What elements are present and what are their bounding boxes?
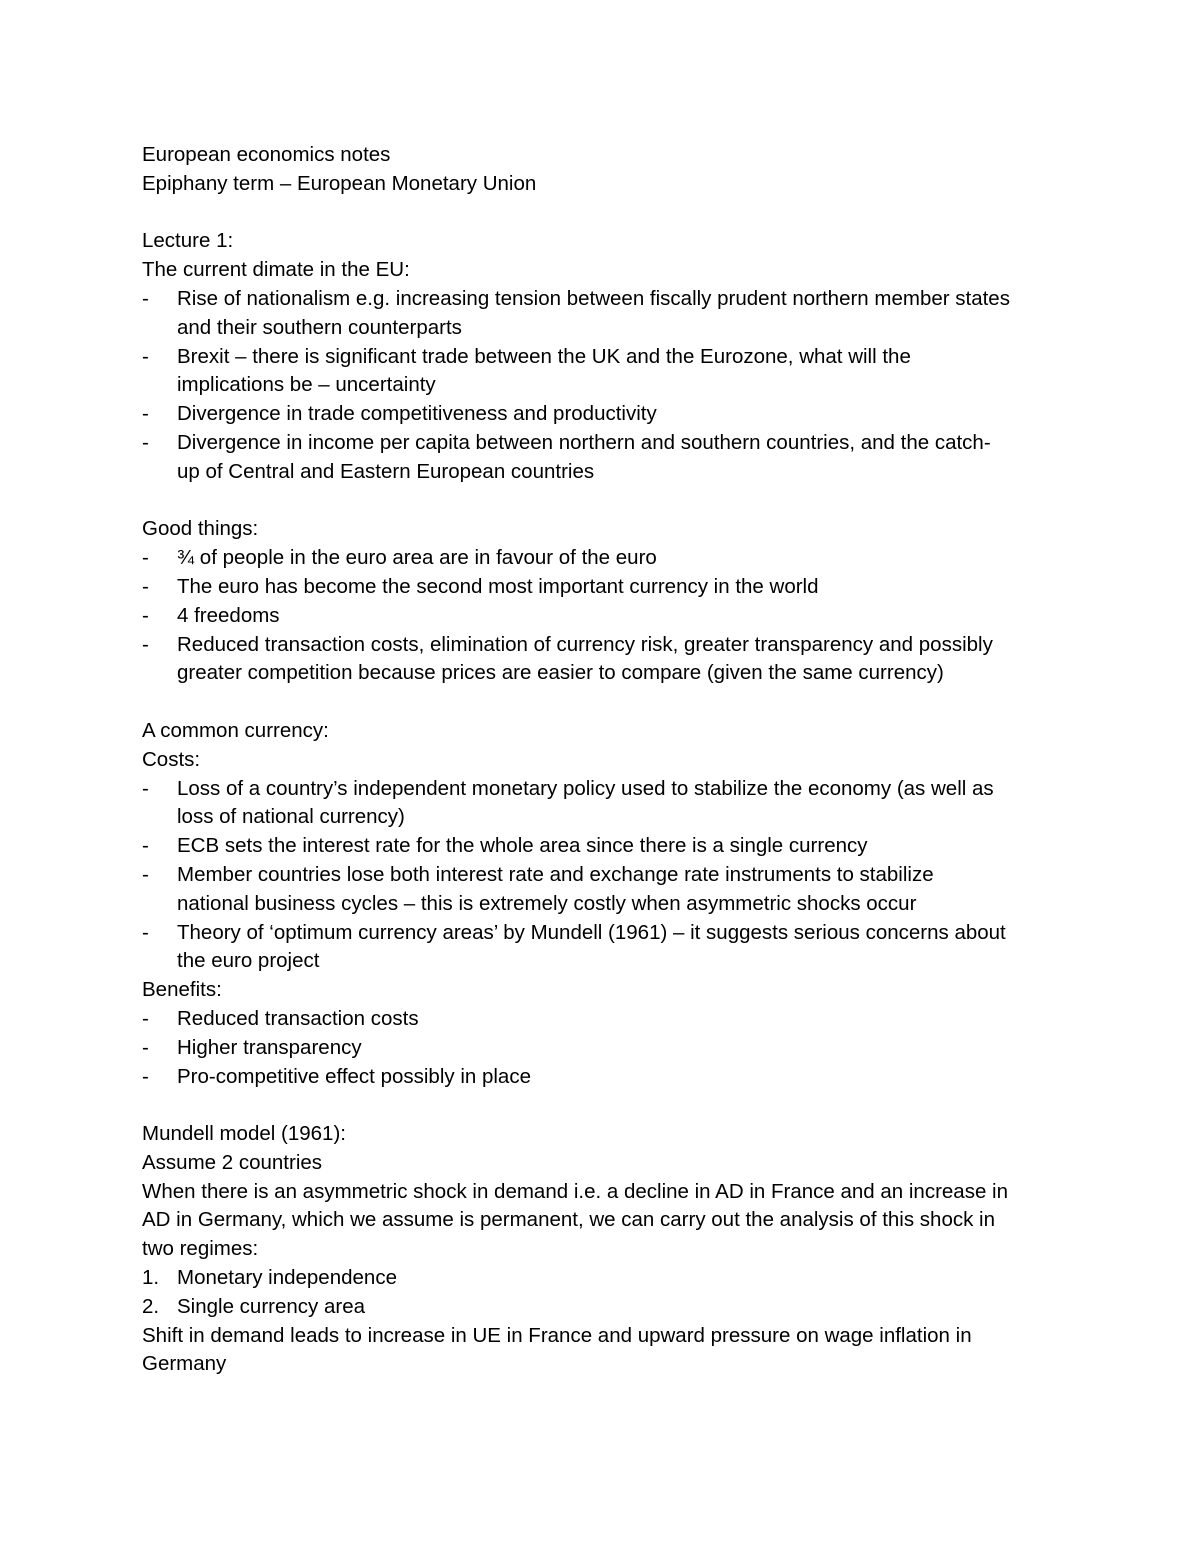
common-currency-heading: A common currency: bbox=[142, 718, 329, 742]
list-item-text: Reduced transaction costs bbox=[177, 1006, 419, 1030]
dash-bullet: - bbox=[142, 1064, 149, 1088]
paragraph-line: AD in Germany, which we assume is permanent, we can carry out the analysis of this shock in bbox=[142, 1208, 996, 1232]
list-item-text: Loss of a country’s independent monetary policy used to stabilize the economy (as well as bbox=[177, 776, 994, 800]
list-item-text: up of Central and Eastern European countries bbox=[177, 459, 595, 483]
list-item bbox=[142, 832, 1062, 861]
good-things-heading: Good things: bbox=[142, 517, 259, 541]
list-item bbox=[142, 1034, 1062, 1063]
benefits-heading: Benefits: bbox=[142, 978, 222, 1002]
list-item bbox=[142, 573, 1062, 602]
numbered-item bbox=[142, 1264, 1062, 1293]
list-item-text: Monetary independence bbox=[177, 1266, 397, 1290]
list-item-text: Divergence in income per capita between northern and southern countries, and the catch- bbox=[177, 430, 991, 454]
regimes-list bbox=[142, 1264, 1062, 1322]
dash-bullet: - bbox=[142, 286, 149, 310]
list-item-text: greater competition because prices are easier to compare (given the same currency) bbox=[177, 661, 944, 685]
dash-bullet: - bbox=[142, 776, 149, 800]
list-item bbox=[142, 544, 1062, 573]
list-item-text: ¾ of people in the euro area are in favour of the euro bbox=[177, 546, 657, 570]
dash-bullet: - bbox=[142, 920, 149, 944]
dash-bullet: - bbox=[142, 574, 149, 598]
list-item-text: loss of national currency) bbox=[177, 805, 405, 829]
list-item bbox=[142, 1063, 1062, 1092]
dash-bullet: - bbox=[142, 862, 149, 886]
dash-bullet: - bbox=[142, 632, 149, 656]
numbered-item bbox=[142, 1293, 1062, 1322]
list-item bbox=[142, 343, 1062, 401]
blank-line bbox=[142, 1091, 1062, 1120]
list-item bbox=[142, 602, 1062, 631]
item-number: 1. bbox=[142, 1266, 160, 1290]
paragraph-line: Shift in demand leads to increase in UE in France and upward pressure on wage inflation in bbox=[142, 1323, 972, 1347]
list-item-text: Single currency area bbox=[177, 1294, 366, 1318]
blank-line bbox=[142, 688, 1062, 717]
blank-line bbox=[142, 199, 1062, 228]
list-item bbox=[142, 285, 1062, 343]
list-item-text: implications be – uncertainty bbox=[177, 373, 436, 397]
dash-bullet: - bbox=[142, 1035, 149, 1059]
list-item bbox=[142, 631, 1062, 689]
dash-bullet: - bbox=[142, 834, 149, 858]
mundell-conclusion bbox=[142, 1322, 1062, 1380]
list-item-text: Divergence in trade competitiveness and productivity bbox=[177, 402, 657, 426]
climate-list bbox=[142, 285, 1062, 487]
dash-bullet: - bbox=[142, 546, 149, 570]
document-subtitle: Epiphany term – European Monetary Union bbox=[142, 171, 537, 195]
list-item-text: Theory of ‘optimum currency areas’ by Mundell (1961) – it suggests serious concerns about bbox=[177, 920, 1006, 944]
list-item-text: Brexit – there is significant trade between the UK and the Eurozone, what will the bbox=[177, 344, 911, 368]
item-number: 2. bbox=[142, 1294, 160, 1318]
list-item-text: Member countries lose both interest rate and exchange rate instruments to stabilize bbox=[177, 862, 934, 886]
document-title: European economics notes bbox=[142, 143, 391, 166]
list-item-text: Pro-competitive effect possibly in place bbox=[177, 1064, 531, 1088]
dash-bullet: - bbox=[142, 603, 149, 627]
list-item bbox=[142, 400, 1062, 429]
climate-heading: The current dimate in the EU: bbox=[142, 258, 410, 282]
costs-list bbox=[142, 775, 1062, 977]
lecture-heading: Lecture 1: bbox=[142, 229, 234, 253]
paragraph-line: When there is an asymmetric shock in demand i.e. a decline in AD in France and an increase in bbox=[142, 1179, 1008, 1203]
list-item-text: Reduced transaction costs, elimination of currency risk, greater transparency and possibly bbox=[177, 632, 993, 656]
list-item-text: Higher transparency bbox=[177, 1035, 362, 1059]
list-item bbox=[142, 919, 1062, 977]
list-item-text: and their southern counterparts bbox=[177, 315, 462, 339]
list-item-text: 4 freedoms bbox=[177, 603, 280, 627]
blank-line bbox=[142, 487, 1062, 516]
list-item bbox=[142, 775, 1062, 833]
dash-bullet: - bbox=[142, 402, 149, 426]
list-item bbox=[142, 429, 1062, 487]
list-item-text: Rise of nationalism e.g. increasing tension between fiscally prudent northern member states bbox=[177, 286, 1010, 310]
mundell-assumption: Assume 2 countries bbox=[142, 1150, 323, 1174]
list-item-text: the euro project bbox=[177, 949, 320, 973]
good-things-list bbox=[142, 544, 1062, 688]
list-item bbox=[142, 1005, 1062, 1034]
dash-bullet: - bbox=[142, 1006, 149, 1030]
list-item-text: The euro has become the second most important currency in the world bbox=[177, 574, 819, 598]
paragraph-line: Germany bbox=[142, 1352, 227, 1376]
dash-bullet: - bbox=[142, 430, 149, 454]
paragraph-line: two regimes: bbox=[142, 1237, 259, 1261]
benefits-list bbox=[142, 1005, 1062, 1091]
document-page bbox=[142, 141, 1062, 1379]
list-item bbox=[142, 861, 1062, 919]
mundell-heading: Mundell model (1961): bbox=[142, 1122, 346, 1146]
dash-bullet: - bbox=[142, 344, 149, 368]
list-item-text: ECB sets the interest rate for the whole area since there is a single currency bbox=[177, 834, 868, 858]
costs-heading: Costs: bbox=[142, 747, 201, 771]
list-item-text: national business cycles – this is extremely costly when asymmetric shocks occur bbox=[177, 891, 917, 915]
mundell-paragraph bbox=[142, 1178, 1062, 1264]
